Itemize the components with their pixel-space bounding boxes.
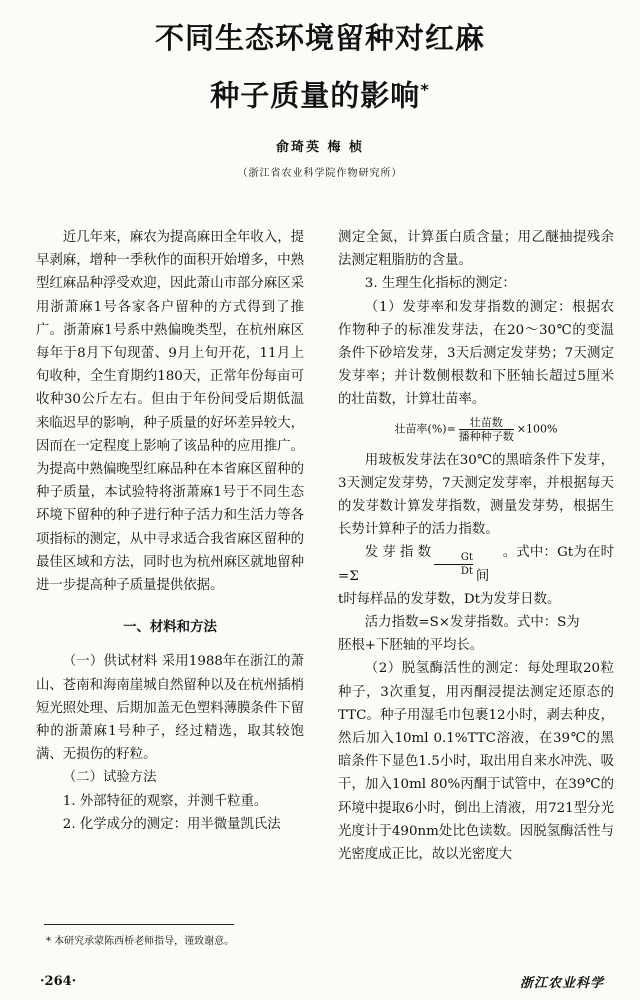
method-item-2: 2. 化学成分的测定：用半微量凯氏法 xyxy=(62,816,281,832)
vigor-index-explain: 胚根+下胚轴的平均长。 xyxy=(338,638,484,654)
germination-index-formula xyxy=(338,541,614,587)
glass-plate-paragraph: 用玻板发芽法在30℃的黑暗条件下发芽，3天测定发芽势，7天测定发芽率，并根据每天的发芽数计算发芽指数，测量发芽势，根据生长势计算种子的活力指数。 xyxy=(338,452,614,538)
formula-lhs: 壮苗率(%)= xyxy=(394,422,456,436)
gi-lhs: 发芽指数=Σ xyxy=(338,545,432,584)
intro-paragraph: 近几年来，麻农为提高麻田全年收入，提早剥麻，增种一季秋作的面积开始增多，中熟型红麻品种浮受欢迎，因此萧山市部分麻区采用浙萧麻1号各家各户留种的方式得到了推广。浙萧麻1号系中熟偏晚类型，在杭州麻区每年于8月下旬现蕾、9月上旬开花，11月上旬收种，全生育期约180天，正常年份每亩可收种30公斤左右。但由于年份间受后期低温来临迟早的影响，种子质量的好坏差异较大，因而在一定程度上影响了该品种的应用推广。为提高中熟偏晚型红麻品种在本省麻区留种的种子质量，本试验特将浙萧麻1号于不同生态环境下留种的种子进行种子活力和生活力等各项指标的测定，从中寻求适合我省麻区留种的最佳区域和方法，同时也为杭州麻区就地留种进一步提高种子质量提供依据。 xyxy=(36,230,304,594)
gi-explain: 。式中：Gt为在时间 xyxy=(475,545,614,584)
title-line-2 xyxy=(0,72,640,114)
materials-text: 采用1988年在浙江的萧山、苍南和海南崖城自然留种以及在杭州插梢短光照处理、后期加盖无色塑料薄膜条件下留种的浙萧麻1号种子，经过精选，取其较饱满、无损伤的籽粒。 xyxy=(36,654,304,763)
method-item-1: 1. 外部特征的观察，并测千粒重。 xyxy=(62,793,268,809)
formula-numerator: 壮苗数 xyxy=(459,416,514,430)
continued-paragraph: 测定全氮，计算蛋白质含量；用乙醚抽提残余法测定粗脂肪的含量。 xyxy=(338,230,614,269)
sub-heading-materials: （一）供试材料 xyxy=(62,654,158,670)
formula-denominator: 播种种子数 xyxy=(458,429,514,443)
dehydrogenase-paragraph: （2）脱氢酶活性的测定：每处理取20粒种子，3次重复，用丙酮浸提法测定还原态的TTC。种子用湿毛巾包裹12小时，剥去种皮，然后加入10ml 0.1%TTC溶液，在39℃的黑暗条件下显色1.5小时，取出用自来水冲洗、吸干，加入10ml 80%丙酮于试管中，在39℃的环境中提取6小时，倒出上清液，用721型分光光度计于490nm处比色读数。因脱氢酶活性与光密度成正比，故以光密度大 xyxy=(338,661,614,863)
seedling-rate-formula xyxy=(338,416,614,443)
title-footnote-mark: * xyxy=(420,80,430,99)
title-line-1: 不同生态环境留种对红麻 xyxy=(154,21,485,55)
right-column xyxy=(338,226,614,866)
section-heading-materials: 一、材料和方法 xyxy=(123,620,217,636)
sub-heading-methods: （二）试验方法 xyxy=(62,770,157,786)
gi-fraction xyxy=(434,551,473,578)
affiliation: （浙江省农业科学院作物研究所） xyxy=(237,168,403,179)
materials-paragraph xyxy=(36,650,304,766)
authors: 俞琦英 梅 桢 xyxy=(275,140,365,155)
gi-numerator: Gt xyxy=(434,551,473,565)
vigor-index-formula: 活力指数=S×发芽指数。式中：S为 xyxy=(364,615,580,631)
footnote: * 本研究承蒙陈西桥老师指导，谨致谢意。 xyxy=(46,936,235,947)
footnote-divider xyxy=(44,924,234,925)
title-line-2-text: 种子质量的影响 xyxy=(210,78,421,113)
method-item-3: 3. 生理生化指标的测定： xyxy=(364,276,516,292)
gi-denominator: Dt xyxy=(460,566,473,578)
formula-fraction xyxy=(459,416,514,443)
left-column xyxy=(36,226,304,836)
formula-rhs: ×100% xyxy=(516,422,558,436)
germination-paragraph: （1）发芽率和发芽指数的测定：根据农作物种子的标准发芽法，在20～30℃的变温条件下砂培发芽，3天后测定发芽势；7天测定发芽率；并计数侧根数和下胚轴长超过5厘米的壮苗数，计算壮苗率。 xyxy=(338,299,614,408)
page-number: ·264· xyxy=(40,974,77,989)
journal-name: 浙江农业科学 xyxy=(519,976,604,991)
gi-explain-continued: t时每样品的发芽数，Dt为发芽日数。 xyxy=(338,591,561,607)
